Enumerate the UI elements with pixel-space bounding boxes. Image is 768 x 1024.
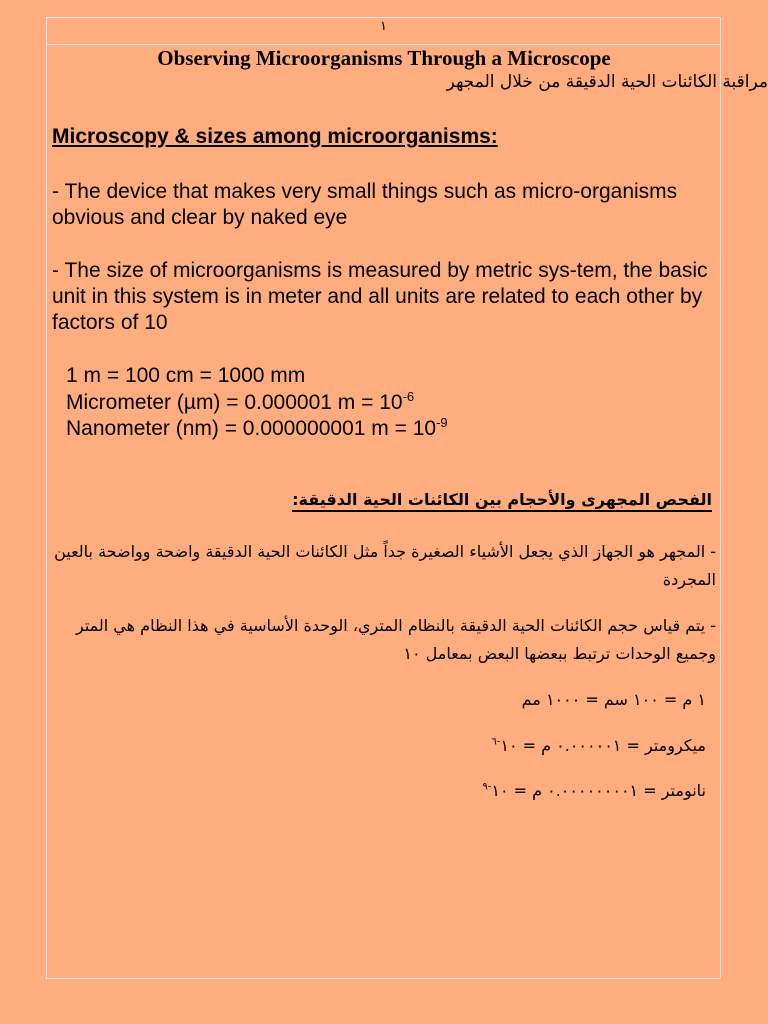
paragraph-metric-system: - The size of microorganisms is measured by metric sys-tem, the basic unit in this system is in meter and all units are related to each other by factors of 10 [52, 259, 708, 334]
section-heading-arabic: الفحص المجهرى والأحجام بين الكائنات الحية الدقيقة: [292, 490, 712, 512]
unit-line-micrometer-arabic [491, 736, 706, 755]
micrometer-equation-arabic: ميكرومتر = ٠.٠٠٠٠٠١ م = ١٠ [500, 736, 706, 755]
nanometer-equation: Nanometer (nm) = 0.000000001 m = 10 [66, 417, 437, 440]
nanometer-exponent-arabic: -٩ [482, 781, 492, 793]
micrometer-exponent-arabic: -٦ [491, 736, 501, 748]
header-divider [47, 44, 720, 45]
paragraph-device-definition: - The device that makes very small things such as micro-organisms obvious and clear by naked eye [52, 180, 678, 229]
unit-line-nanometer [66, 416, 448, 443]
micrometer-equation: Micrometer (µm) = 0.000001 m = 10 [66, 390, 403, 414]
unit-line-micrometer [66, 390, 448, 417]
unit-line-meter-arabic: ١ م = ١٠٠ سم = ١٠٠٠ مم [521, 690, 706, 709]
nanometer-equation-arabic: نانومتر = ٠.٠٠٠٠٠٠٠٠١ م = ١٠ [491, 781, 706, 800]
unit-conversions-english [66, 363, 448, 443]
paragraph-metric-system-arabic: - يتم قياس حجم الكائنات الحية الدقيقة بالنظام المتري، الوحدة الأساسية في هذا النظام هي المتر وجميع الوحدات ترتبط ببعضها البعض بمعامل ١٠ [75, 616, 716, 663]
unit-line-nanometer-arabic [482, 781, 706, 800]
document-title-english: Observing Microorganisms Through a Microscope [157, 46, 611, 70]
document-title-arabic: مراقبة الكائنات الحية الدقيقة من خلال المجهر [446, 72, 768, 92]
unit-line-meter: 1 m = 100 cm = 1000 mm [66, 364, 306, 387]
nanometer-exponent: -9 [436, 415, 448, 430]
paragraph-device-definition-arabic: - المجهر هو الجهاز الذي يجعل الأشياء الصغيرة جداً مثل الكائنات الحية الدقيقة واضحة وواضحة بالعين المجردة [54, 542, 716, 589]
section-heading-english: Microscopy & sizes among microorganisms: [52, 125, 498, 148]
page-number: ١ [380, 19, 387, 34]
micrometer-exponent: -6 [402, 388, 415, 404]
